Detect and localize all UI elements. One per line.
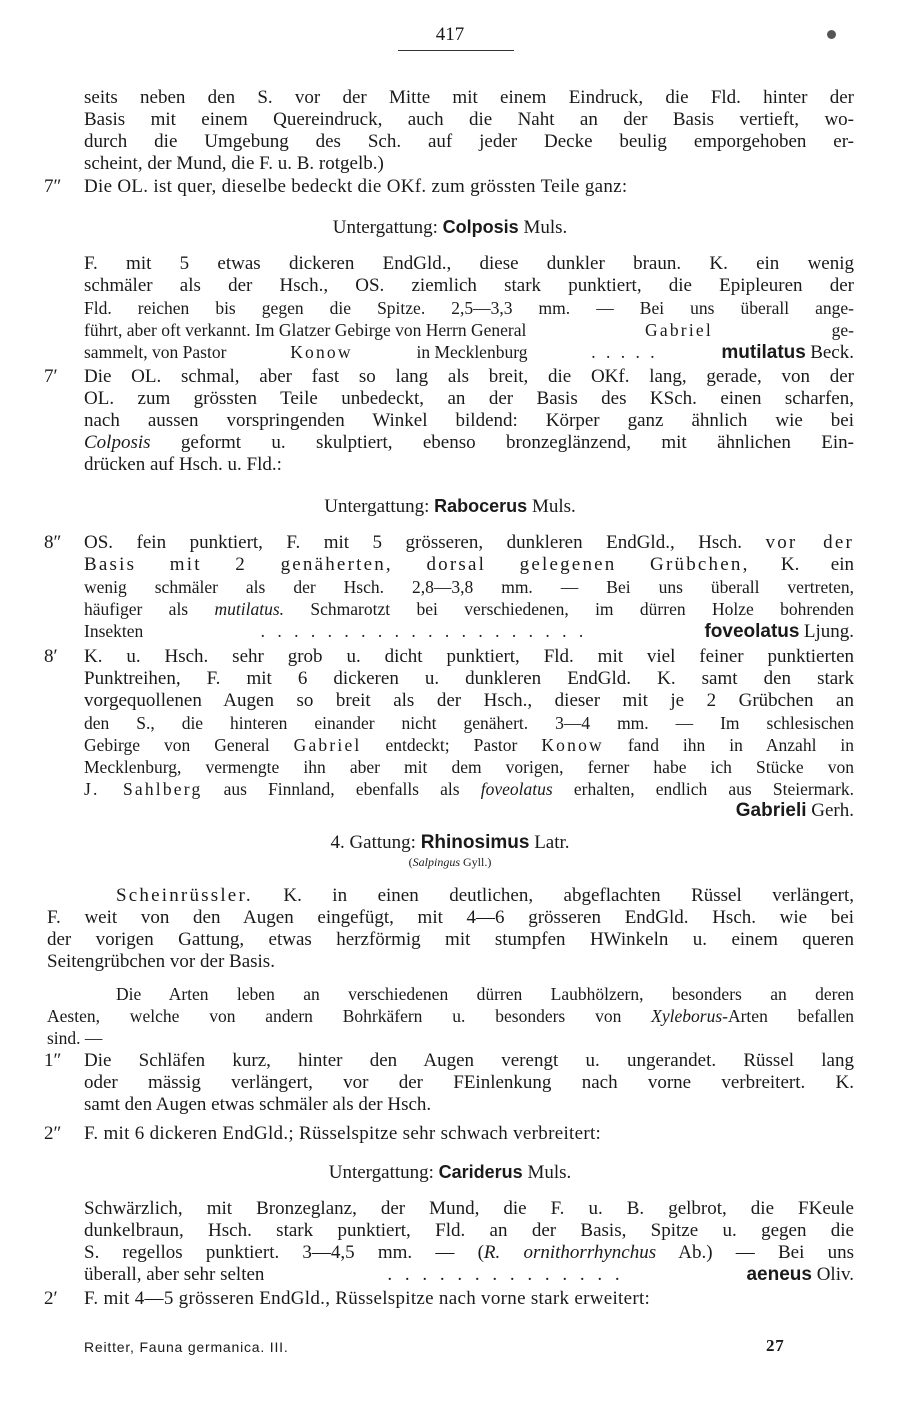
text-line xyxy=(84,1242,854,1264)
person-name: Gabriel xyxy=(645,320,713,340)
text-span: geformt u. skulptiert, ebenso bronzeglänzend, mit ähnlichen Ein- xyxy=(180,432,854,453)
subgenus-name: Rabocerus xyxy=(434,496,528,516)
genus-name: Rhinosimus xyxy=(420,832,530,853)
text-line: K. u. Hsch. sehr grob u. dicht punktiert, Fld. mit viel feiner punktierten xyxy=(84,646,854,667)
text-span: häufiger als xyxy=(84,599,189,619)
text-span: ( xyxy=(408,855,413,869)
person-name: Gabriel xyxy=(293,735,362,755)
text-line: der vorigen Gattung, etwas herzförmig mit stumpfen HWinkeln u. einem queren xyxy=(47,929,854,950)
genus-name: Colposis xyxy=(84,432,151,453)
text-line xyxy=(84,341,854,364)
species-ref: R. ornithorrhynchus xyxy=(483,1242,657,1263)
text-line xyxy=(84,319,854,341)
text-line xyxy=(47,1005,854,1027)
signature-number: 27 xyxy=(766,1336,785,1355)
text-span: Gyll.) xyxy=(463,855,492,869)
text-line: F. mit 5 etwas dickeren EndGld., diese dunkler braun. K. ein wenig xyxy=(84,253,854,274)
text-span: entdeckt; Pastor xyxy=(385,735,518,755)
text-span: Gebirge von General xyxy=(84,735,270,755)
text-span: ge- xyxy=(831,320,854,340)
text-span: aus Finnland, ebenfalls als xyxy=(223,779,460,799)
spaced-text: Scheinrüssler. xyxy=(116,885,253,906)
subgenus-heading xyxy=(0,1161,900,1184)
text-span: K. in einen deutlichen, abgeflachten Rüssel verlängert, xyxy=(283,885,855,906)
text-line: OL. zum grössten Teile unbedeckt, an der Basis des KSch. einen scharfen, xyxy=(84,388,854,409)
text-line: wenig schmäler als der Hsch. 2,8—3,8 mm. — Bei uns überall vertreten, xyxy=(84,577,854,597)
key-marker: 2′ xyxy=(44,1288,58,1309)
leader-dots: . . . . . . . . . . . . . . xyxy=(387,1264,624,1285)
text-line: scheint, der Mund, die F. u. B. rotgelb.) xyxy=(84,153,384,174)
text-span: K. ein xyxy=(780,554,854,575)
subgenus-name: Colposis xyxy=(442,217,519,237)
text-line: dunkelbraun, Hsch. stark punktiert, Fld. an der Basis, Spitze u. gegen die xyxy=(84,1220,854,1241)
text-span: Ab.) — Bei uns xyxy=(678,1242,854,1263)
author-name: Oliv. xyxy=(816,1264,854,1285)
leader-dots: . . . . . . . . . . . . . . . . . . . . xyxy=(260,621,588,641)
text-line: F. mit 6 dickeren EndGld.; Rüsselspitze sehr schwach verbreitert: xyxy=(84,1123,602,1144)
person-name: J. Sahlberg xyxy=(84,779,203,799)
ink-spot xyxy=(827,30,836,39)
text-line: Fld. reichen bis gegen die Spitze. 2,5—3,3 mm. — Bei uns überall ange- xyxy=(84,298,854,318)
text-line: durch die Umgebung des Sch. auf jeder Decke beulig emporgehoben er- xyxy=(84,131,854,152)
header-rule xyxy=(398,50,514,51)
person-name: Konow xyxy=(541,735,604,755)
text-span: in Mecklenburg xyxy=(416,342,528,362)
person-name: Konow xyxy=(290,342,353,362)
author-name: Muls. xyxy=(523,217,568,238)
text-span: überall, aber sehr selten xyxy=(84,1264,265,1285)
key-marker: 8′ xyxy=(44,646,58,667)
spaced-text: Basis mit 2 genäherten, dorsal gelegenen Grübchen, xyxy=(84,554,750,575)
text-line xyxy=(84,1264,854,1286)
species-name: mutilatus xyxy=(721,342,806,363)
heading-prefix: Untergattung: xyxy=(332,217,438,238)
author-name: Gerh. xyxy=(811,800,854,821)
author-name: Muls. xyxy=(527,1162,572,1183)
author-name: Ljung. xyxy=(803,621,854,642)
text-line: F. mit 4—5 grösseren EndGld., Rüsselspitze nach vorne stark erweitert: xyxy=(84,1288,651,1309)
text-line: schmäler als der Hsch., OS. ziemlich stark punktiert, die Epipleuren der xyxy=(84,275,854,296)
author-name: Muls. xyxy=(531,496,576,517)
text-line: den S., die hinteren einander nicht genähert. 3—4 mm. — Im schlesischen xyxy=(84,713,854,733)
footer-source: Reitter, Fauna germanica. III. xyxy=(84,1339,289,1355)
text-line xyxy=(84,734,854,756)
subgenus-heading xyxy=(0,216,900,239)
genus-name: Xyleborus xyxy=(651,1006,723,1026)
subgenus-name: Cariderus xyxy=(438,1162,523,1182)
text-line xyxy=(84,532,854,554)
species-entry xyxy=(704,620,854,643)
text-span: sammelt, von Pastor xyxy=(84,342,227,362)
key-marker: 8″ xyxy=(44,532,62,553)
text-line: sind. — xyxy=(47,1028,103,1048)
text-span: Schmarotzt bei verschiedenen, im dürren Holze bohrenden xyxy=(310,599,854,619)
text-line xyxy=(84,598,854,620)
text-line xyxy=(84,620,854,643)
species-entry xyxy=(736,800,854,822)
heading-prefix: 4. Gattung: xyxy=(330,832,416,853)
spaced-text: vor der xyxy=(765,532,854,553)
text-line xyxy=(116,885,854,907)
species-ref: foveolatus xyxy=(480,779,553,799)
text-line: Die Arten leben an verschiedenen dürren Laubhölzern, besonders an deren xyxy=(116,984,854,1004)
text-line xyxy=(84,554,854,576)
subgenus-heading xyxy=(0,495,900,518)
author-name: Latr. xyxy=(534,832,570,853)
species-entry xyxy=(721,341,854,364)
text-span: fand ihn in Anzahl in xyxy=(627,735,855,755)
text-span: S. regellos punktiert. 3—4,5 mm. — ( xyxy=(84,1242,484,1263)
text-line: Punktreihen, F. mit 6 dickeren u. dunkleren EndGld. K. samt den stark xyxy=(84,668,854,689)
text-line: samt den Augen etwas schmäler als der Hsch. xyxy=(84,1094,432,1115)
text-span: -Arten befallen xyxy=(722,1006,855,1026)
text-line xyxy=(84,778,854,800)
species-name: Gabrieli xyxy=(735,800,807,821)
text-span: führt, aber oft verkannt. Im Glatzer Gebirge von Herrn General xyxy=(84,320,527,340)
key-marker: 7′ xyxy=(44,366,58,387)
text-span: Insekten xyxy=(84,621,144,641)
text-line: Seitengrübchen vor der Basis. xyxy=(47,951,275,972)
key-marker: 2″ xyxy=(44,1123,62,1144)
text-line xyxy=(84,432,854,454)
text-span: Aesten, welche von andern Bohrkäfern u. besonders von xyxy=(47,1006,622,1026)
heading-prefix: Untergattung: xyxy=(328,1162,434,1183)
text-line: oder mässig verlängert, vor der FEinlenkung nach vorne verbreitert. K. xyxy=(84,1072,854,1093)
heading-prefix: Untergattung: xyxy=(324,496,430,517)
text-line: Basis mit einem Quereindruck, auch die Naht an der Basis vertieft, wo- xyxy=(84,109,854,130)
text-line: Die Schläfen kurz, hinter den Augen verengt u. ungerandet. Rüssel lang xyxy=(84,1050,854,1071)
text-line: Die OL. ist quer, dieselbe bedeckt die OKf. zum grössten Teile ganz: xyxy=(84,176,628,197)
text-line: drücken auf Hsch. u. Fld.: xyxy=(84,454,282,475)
key-marker: 1″ xyxy=(44,1050,62,1071)
genus-name: Salpingus xyxy=(412,855,460,869)
key-marker: 7″ xyxy=(44,176,62,197)
species-entry xyxy=(746,1264,854,1286)
author-name: Beck. xyxy=(810,342,854,363)
genus-synonym xyxy=(0,854,900,870)
text-line: F. weit von den Augen eingefügt, mit 4—6 grösseren EndGld. Hsch. wie bei xyxy=(47,907,854,928)
text-line: nach aussen vorspringenden Winkel bildend: Körper ganz ähnlich wie bei xyxy=(84,410,854,431)
text-line: seits neben den S. vor der Mitte mit einem Eindruck, die Fld. hinter der xyxy=(84,87,854,108)
species-ref: mutilatus. xyxy=(214,599,285,619)
genus-heading xyxy=(0,832,900,854)
text-line: Schwärzlich, mit Bronzeglanz, der Mund, die F. u. B. gelbrot, die FKeule xyxy=(84,1198,854,1219)
page-number: 417 xyxy=(435,24,465,45)
text-span: OS. fein punktiert, F. mit 5 grösseren, dunkleren EndGld., Hsch. xyxy=(84,532,742,553)
species-name: foveolatus xyxy=(704,621,800,642)
text-line: Mecklenburg, vermengte ihn aber mit dem vorigen, ferner habe ich Stücke von xyxy=(84,757,854,777)
text-line: vorgequollenen Augen so breit als der Hsch., dieser mit je 2 Grübchen an xyxy=(84,690,854,711)
species-name: aeneus xyxy=(746,1264,812,1285)
text-span: erhalten, endlich aus Steiermark. xyxy=(573,779,855,799)
leader-dots: . . . . . xyxy=(591,342,658,362)
text-line: Die OL. schmal, aber fast so lang als breit, die OKf. lang, gerade, von der xyxy=(84,366,854,387)
